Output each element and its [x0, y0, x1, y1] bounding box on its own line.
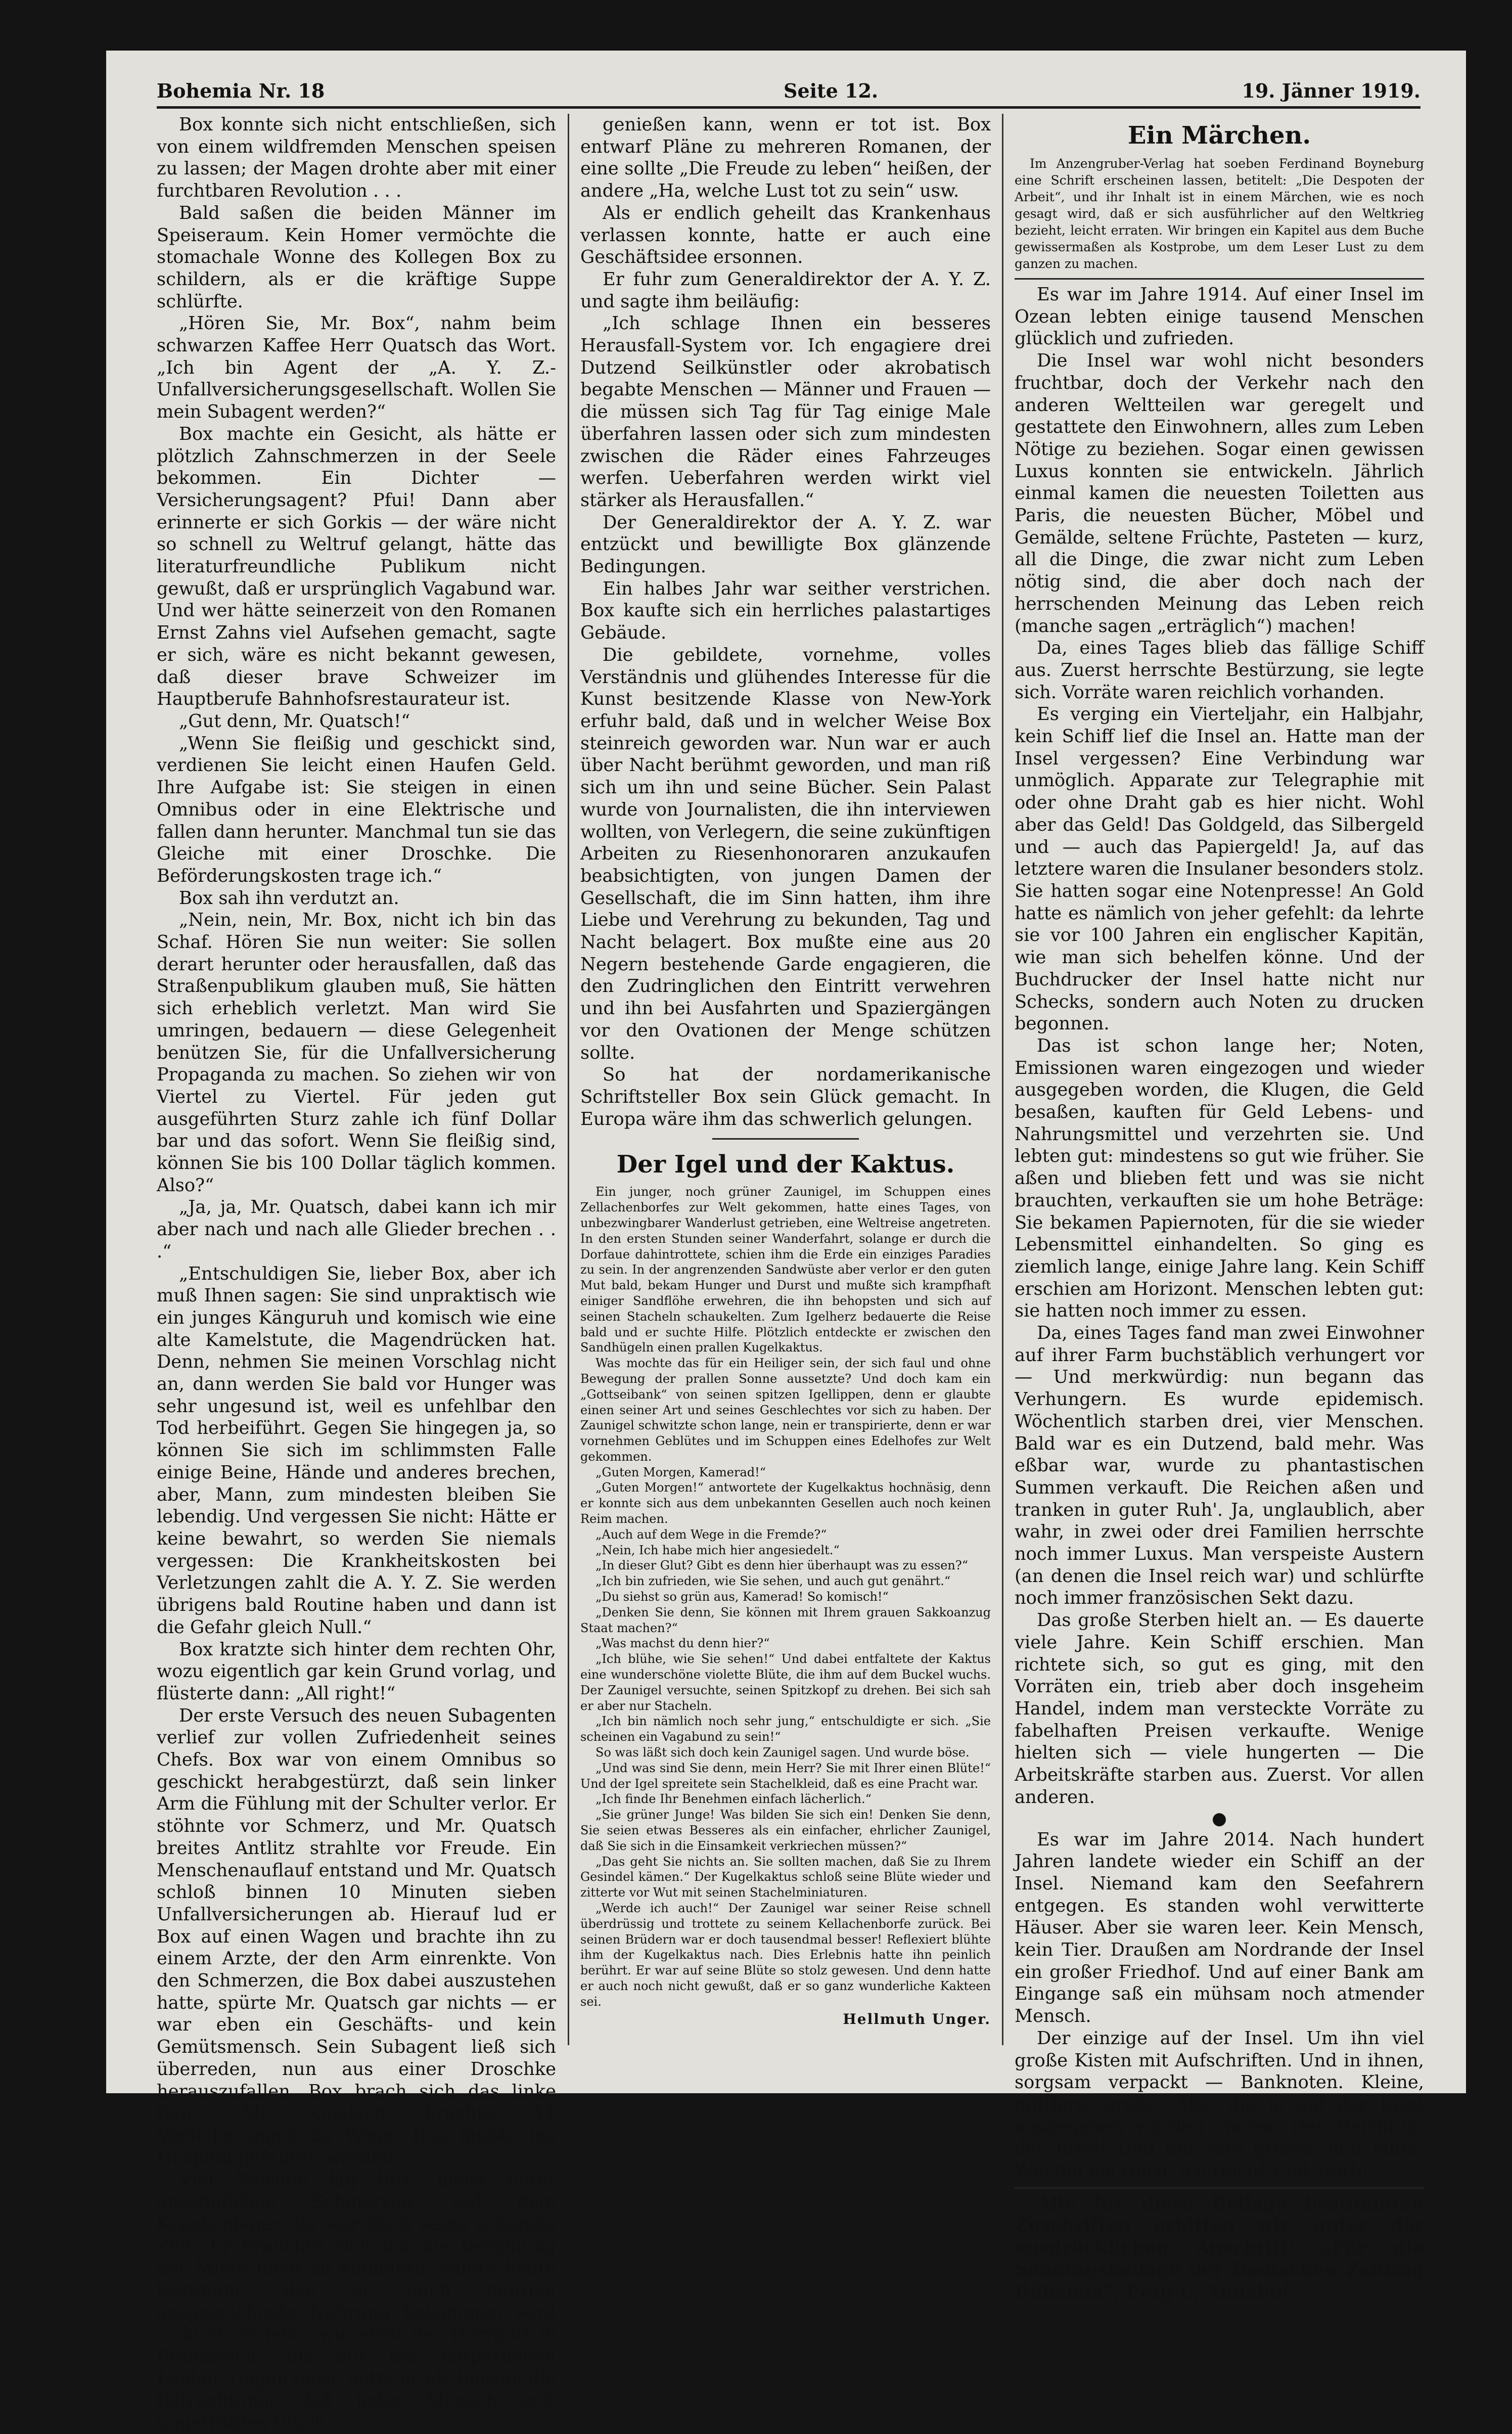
paragraph: „In dieser Glut? Gibt es denn hier überhaupt was zu essen?“: [595, 1558, 969, 1573]
column-3: [1015, 114, 1424, 2303]
author-signature: Hellmuth Unger.: [843, 2010, 991, 2027]
paragraph: „Wenn Sie fleißig und geschickt sind, verdienen Sie leicht einen Haufen Geld. Ihre Aufgabe ist: Sie steigen in einen Omnibus oder in eine Elektrische und fallen dann herunter. Manchmal tun sie das Gleiche mit einer Droschke. Die Beförderungskosten trage ich.“: [157, 733, 556, 886]
paragraph: genießen kann, wenn er tot ist. Box entwarf Pläne zu mehreren Romanen, der eine sollte „Die Freude zu leben“ heißen, der andere „Ha, welche Lust tot zu sein“ usw.: [580, 114, 991, 202]
paragraph: „Auch auf dem Wege in die Fremde?“: [595, 1527, 827, 1542]
paragraph: „Ich bin nämlich noch sehr jung,“ entschuldigte er sich. „Sie scheinen ein Vagabund zu sein!“: [580, 1714, 991, 1744]
paragraph: Bald saßen die beiden Männer im Speiseraum. Kein Homer vermöchte die stomachale Wonne des Kollegen Box zu schildern, als er die kräftige Suppe schlürfte.: [157, 202, 556, 312]
paragraph: „Nein, nein, Mr. Box, nicht ich bin das Schaf. Hören Sie nun weiter: Sie sollen derart herunter oder herausfallen, daß das Straßenpublikum glauben muß, Sie hätten sich erheblich verletzt. Man wird Sie umringen, bedauern — diese Gelegenheit benützen Sie, für die Unfallversicherung Propaganda zu machen. So ziehen wir von Viertel zu Viertel. Für jeden gut ausgeführten Sturz zahle ich fünf Dollar bar und das sofort. Wenn Sie fleißig sind, können Sie bis 100 Dollar täglich kommen. Also?“: [157, 910, 556, 1196]
paragraph: Das große Sterben hielt an. — Es dauerte viele Jahre. Kein Schiff erschien. Man richtete sich, so gut es ging, mit den Vorräten ein, trieb aber doch insgeheim Handel, indem man versteckte Vorräte zu fabelhaften Preisen verkaufte. Wenige hielten sich — viele hungerten — Die Arbeitskräfte starben aus. Zuerst. Vor allen anderen.: [1015, 1610, 1424, 1808]
intro-paragraph: Im Anzengruber-Verlag hat soeben Ferdinand Boyneburg eine Schrift erscheinen lassen, betitelt: „Die Despoten der Arbeit“, und ihr Inhalt ist in einem Märchen, wie es noch gesagt wird, daß er sich ausführlicher auf den Weltkrieg bezieht, leicht erraten. Wir bringen ein Kapitel aus dem Buche gewissermaßen als Kostprobe, um dem Leser Lust zu dem ganzen zu machen.: [1015, 156, 1424, 271]
page-number: Seite 12.: [784, 79, 879, 102]
paragraph: „Du siehst so grün aus, Kamerad! So komisch!“: [595, 1590, 889, 1604]
page-header: [157, 71, 1421, 109]
paragraph: „Das geht Sie nichts an. Sie sollten machen, daß Sie zu Ihrem Gesindel kämen.“ Der Kugelkaktus schloß seine Blüte wieder und zitterte vor Wut mit seinen Stachelminiaturen.: [580, 1854, 991, 1900]
paragraph: „Denken Sie denn, Sie können mit Ihrem grauen Sakkoanzug Staat machen?“: [580, 1605, 991, 1635]
editorial-notice: [1015, 2193, 1424, 2304]
paragraph: Box kratzte sich hinter dem rechten Ohr, wozu eigentlich gar kein Grund vorlag, und flüsterte dann: „All right!“: [157, 1639, 556, 1704]
column-rule-right: [1002, 114, 1003, 2045]
paragraph: „Ich blühe, wie Sie sehen!“ Und dabei entfaltete der Kaktus eine wunderschöne violette Blüte, die ihm auf dem Buckel wuchs. Der Zaunigel versuchte, seinen Spitzkopf zu drehen. Bei sich sah er aber nur Stacheln.: [580, 1652, 991, 1713]
paragraph: „Ich finde Ihr Benehmen einfach lächerlich.“: [595, 1792, 872, 1807]
story-body: [580, 1184, 991, 2027]
paragraph: Als er endlich geheilt das Krankenhaus verlassen konnte, hatte er auch eine Geschäftsidee ersonnen.: [580, 202, 991, 268]
notice-text: Alle für diese Beilage bestimmten Zuschriften erbitten wir unter der ausdrücklichen Anschrift: „Für die Sonntagsbeilage der Deutschen Zeitung Bohemia“, Prag I., Annahof.: [1015, 2193, 1424, 2303]
paragraph: Was mochte das für ein Heiliger sein, der sich faul und ohne Bewegung der prallen Sonne aussetzte? Und doch kam ein „Gottseibank“ von seinen spitzen Igellippen, denn er glaubte einen seiner Art und seines Geschlechtes vor sich zu haben. Der Zaunigel schwitzte schon lange, nein er transpirierte, denn er war vornehmen Geblütes und im Schuppen eines Edelhofes zur Welt gekommen.: [580, 1356, 991, 1464]
intro-note: [1015, 155, 1424, 272]
paragraph: Es war im Jahre 1914. Auf einer Insel im Ozean lebten einige tausend Menschen glücklich und zufrieden.: [1015, 284, 1424, 349]
paragraph: Die Insel war wohl nicht besonders fruchtbar, doch der Verkehr nach den anderen Weltteilen war geregelt und gestattete den Einwohnern, alles zum Leben Nötige zu beziehen. Sogar einen gewissen Luxus konnten sie entwickeln. Jährlich einmal kamen die neuesten Toiletten aus Paris, die neuesten Bücher, Möbel und Gemälde, seltene Früchte, Pasteten — kurz, all die Dinge, die zwar nicht zum Leben nötig sind, die aber doch nach der herrschenden Meinung das Leben reich (manche sagen „erträglich“) machen!: [1015, 350, 1424, 637]
paragraph: Der einzige auf der Insel. Um ihn viel große Kisten mit Aufschriften. Und in ihnen, sorgsam verpackt — Banknoten. Kleine, mittlere, große. Alle, die je auf der Insel ausgegeben worden waren. Der Reichtum der Insel! Und der Alte grinste und lallte: Wie bin ich reich, ich reich! Und starb!: [1015, 2027, 1424, 2182]
issue-number: Bohemia Nr. 18: [157, 79, 325, 102]
paragraph: „Hören Sie, Mr. Box“, nahm beim schwarzen Kaffee Herr Quatsch das Wort. „Ich bin Agent der „A. Y. Z.-Unfallversicherungsgesellschaft. Wollen Sie mein Subagent werden?“: [157, 313, 556, 423]
paragraph: „Ich schlage Ihnen ein besseres Herausfall-System vor. Ich engagiere drei Dutzend Seilkünstler oder akrobatisch begabte Menschen — Männer und Frauen — die müssen sich Tag für Tag einige Male überfahren lassen oder sich zum mindesten zwischen die Räder eines Fahrzeuges werfen. Ueberfahren werden wirkt viel stärker als Herausfallen.“: [580, 313, 991, 511]
notice-divider: [1015, 2187, 1424, 2189]
paragraph: „Gut denn, Mr. Quatsch!“: [179, 710, 410, 732]
paragraph: So hat der nordamerikanische Schriftsteller Box sein Glück gemacht. In Europa wäre ihm das schwerlich gelungen.: [580, 1064, 991, 1130]
column-rule-left: [568, 114, 569, 2045]
paragraph: „Was machst du denn hier?“: [595, 1636, 770, 1651]
paragraph: Box machte ein Gesicht, als hätte er plötzlich Zahnschmerzen in der Seele bekommen. Ein Dichter — Versicherungsagent? Pfui! Dann aber erinnerte er sich Gorkis — der wäre nicht so schnell zu Weltruf gelangt, hätte das literaturfreundliche Publikum nicht gewußt, daß er ursprünglich Vagabund war. Und wer hätte seinerzeit von den Romanen Ernst Zahns viel Aufsehen gemacht, sagte er sich, wäre es nicht bekannt gewesen, daß dieser brave Schweizer im Hauptberufe Bahnhofsrestaurateur ist.: [157, 423, 556, 710]
paragraph: Da, eines Tages fand man zwei Einwohner auf ihrer Farm buchstäblich verhungert vor — Und merkwürdig: nun begann das Verhungern. Es wurde epidemisch. Wöchentlich starben drei, vier Menschen. Bald war es ein Dutzend, bald mehr. Was eßbar war, wurde zu phantastischen Summen verkauft. Die Reichen aßen und tranken in guter Ruh'. Ja, unglaublich, aber wahr, in zwei oder drei Familien herrschte noch immer Luxus. Man verspeiste Austern (an denen die Insel reich war) und schlürfte noch immer französischen Sekt dazu.: [1015, 1323, 1424, 1609]
issue-date: 19. Jänner 1919.: [1242, 79, 1421, 102]
section-divider: [712, 1138, 859, 1140]
paragraph: „Entschuldigen Sie, lieber Box, aber ich muß Ihnen sagen: Sie sind unpraktisch wie ein junges Känguruh und komisch wie eine alte Kamelstute, die Magendrücken hat. Denn, nehmen Sie meinen Vorschlag nicht an, dann werden Sie bald vor Hunger was sehr ungesund ist, weil es unfehlbar den Tod herbeiführt. Gegen Sie hingegen ja, so können Sie sich im schlimmsten Falle einige Beine, Hände und anderes brechen, aber, Mann, zum mindesten bleiben Sie lebendig. Und vergessen Sie nicht: Hätte er keine bewahrt, so werden Sie niemals vergessen: Die Krankheitskosten bei Verletzungen zahlt die A. Y. Z. Sie werden übrigens bald Routine haben und dann ist die Gefahr gleich Null.“: [157, 1263, 556, 1638]
paragraph: Die gebildete, vornehme, volles Verständnis und glühendes Interesse für die Kunst besitzende Klasse von New-York erfuhr bald, daß und in welcher Weise Box steinreich geworden war. Nun war er auch über Nacht berühmt geworden, und man riß sich um ihn und seine Bücher. Sein Palast wurde von Journalisten, die ihn interviewen wollten, von Verlegern, die seine zukünftigen Arbeiten zu Riesenhonoraren anzukaufen beabsichtigten, von jungen Damen der Gesellschaft, die im Sinn hatten, ihm ihre Liebe und Verehrung zu bekunden, Tag und Nacht belagert. Box mußte eine aus 20 Negern bestehende Garde engagieren, die den Zudringlichen den Eintritt verwehren und ihn bei Ausfahrten und Spaziergängen vor den Ovationen der Menge schützen sollte.: [580, 644, 991, 1063]
paragraph: Box konnte sich nicht entschließen, sich von einem wildfremden Menschen speisen zu lassen; der Magen drohte aber mit einer furchtbaren Revolution . . .: [157, 114, 556, 202]
paragraph: Das ist schon lange her; Noten, Emissionen waren eingezogen und wieder ausgegeben worden, die Klugen, die Geld besaßen, kauften für Geld Lebens- und Nahrungsmittel und verzehrten sie. Und lebten gut: mindestens so gut wie früher. Sie aßen und blieben fett und was sie nicht brauchten, verkauften sie um hohe Beträge: Sie bekamen Papiernoten, für die sie wieder Lebensmittel einhandelten. So ging es ziemlich lange, einige Jahre lang. Kein Schiff erschien am Horizont. Menschen lebten gut: sie hatten noch immer zu essen.: [1015, 1035, 1424, 1322]
paragraph: Es war im Jahre 2014. Nach hundert Jahren landete wieder ein Schiff an der Insel. Niemand kam den Seefahrern entgegen. Es standen wohl verwitterte Häuser. Aber sie waren leer. Kein Mensch, kein Tier. Draußen am Nordrande der Insel ein großer Friedhof. Und auf einer Bank am Eingange saß ein mühsam noch atmender Mensch.: [1015, 1829, 1424, 2027]
intro-divider: [1015, 278, 1424, 280]
paragraph: „Ich bin zufrieden, wie Sie sehen, und auch gut genährt.“: [595, 1574, 951, 1589]
paragraph: „Und was sind Sie denn, mein Herr? Sie mit Ihrer einen Blüte!“ Und der Igel spreitete sein Stachelkleid, daß es eine Pracht war.: [580, 1761, 991, 1791]
separator-dot: ●: [1212, 1808, 1227, 1829]
column-2: [580, 114, 991, 2027]
paragraph: „Guten Morgen!“ antwortete der Kugelkaktus hochnäsig, denn er konnte sich aus dem unbekannten Gesellen auch noch keinen Reim machen.: [580, 1480, 991, 1526]
paragraph: Es verging ein Vierteljahr, ein Halbjahr, kein Schiff lief die Insel an. Hatte man der Insel vergessen? Eine Verbindung war unmöglich. Apparate zur Telegraphie mit oder ohne Draht gab es hier nicht. Wohl aber das Geld! Das Goldgeld, das Silbergeld und — auch das Papiergeld! Ja, auf das letztere waren die Insulaner besonders stolz. Sie hatten sogar eine Notenpresse! An Gold hatte es nämlich von jeher gefehlt: da lehrte sie vor 100 Jahren ein englischer Kapitän, wie man sich behelfen könne. Und der Buchdrucker der Insel hatte nicht nur Schecks, sondern auch Noten zu drucken begonnen.: [1015, 704, 1424, 1034]
paragraph: Er fuhr zum Generaldirektor der A. Y. Z. und sagte ihm beiläufig:: [580, 268, 991, 312]
paragraph: Der erste Versuch des neuen Subagenten verlief zur vollen Zufriedenheit seines Chefs. Box war von einem Omnibus so geschickt herabgestürzt, daß sein linker Arm die Fühlung mit der Schulter verlor. Er stöhnte vor Schmerz, und Mr. Quatsch breites Antlitz strahlte vor Freude. Ein Menschenauflauf entstand und Mr. Quatsch schloß binnen 10 Minuten sieben Unfallversicherungen ab. Hierauf lud er Box auf einen Wagen und brachte ihn zu einem Arzte, der den Arm einrenkte. Von den Schmerzen, die Box dabei auszustehen hatte, spürte Mr. Quatsch gar nichts — er war eben ein Geschäfts- und kein Gemütsmensch. Sein Subagent ließ sich überreden, nun aus einer Droschke herauszufallen. Box brach sich das linke Bein. Mr. Quatsch brachte 11 Versicherungen zu Wege. Box mußte ins Hospital gefahren werden.: [157, 1705, 556, 2168]
paragraph: Ein halbes Jahr war seither verstrichen. Box kaufte sich ein herrliches palastartiges Gebäude.: [580, 578, 991, 644]
paragraph: „Guten Morgen, Kamerad!“: [595, 1465, 766, 1479]
paragraph: So was läßt sich doch kein Zaunigel sagen. Und wurde böse.: [595, 1745, 970, 1760]
section-headline: Ein Märchen.: [1127, 121, 1311, 150]
paragraph: „Ja, ja, Mr. Quatsch, dabei kann ich mir aber nach und nach alle Glieder brechen . . .“: [157, 1197, 556, 1262]
paragraph: Vier Wochen lag Box, meist unter ansehnlichen Schmerzen, auf dem Krankenlager. Es war doch seine schönste Zeit. Er brauchte sich um die Bezahlung der Miete nicht zu kümmern, wußte heute bestimmt, daß er auch morgen ausgezeichnete Nahrung bekommen wird — kurz, er lebte wie einst der Herrgott in Frankreich, bis auf die körperlichen Leiden. Gegen diese hatte er als Balsam die Betrachtung, daß jeder Mensch erst ungetrübtes Glück: [157, 2169, 556, 2433]
paragraph: Ein junger, noch grüner Zaunigel, im Schuppen eines Zellachenborfes zur Welt gekommen, hatte eines Tages, von unbezwingbarer Wanderlust getrieben, eine Weltreise angetreten. In den ersten Stunden seiner Wanderfahrt, solange er durch die Dorfaue dahintrottete, schien ihm die Erde ein einziges Paradies zu sein. In der angrenzenden Sandwüste aber verlor er den guten Mut bald, bekam Hunger und Durst und mußte sich krampfhaft einiger Sandflöhe erwehren, die ihn behopsten und sich auf seinen Stacheln schaukelten. Zum Igelherz bedauerte die Reise bald und er suchte Hilfe. Plötzlich entdeckte er zwischen den Sandhügeln einen prallen Kugelkaktus.: [580, 1185, 991, 1355]
paragraph: Der Generaldirektor der A. Y. Z. war entzückt und bewilligte Box glänzende Bedingungen.: [580, 512, 991, 577]
paragraph: „Nein, Ich habe mich hier angesiedelt.“: [595, 1543, 840, 1557]
story-headline: Der Igel und der Kaktus.: [616, 1150, 955, 1179]
paragraph: „Werde ich auch!“ Der Zaunigel war seiner Reise schnell überdrüssig und trottete zu seinem Kellachenborfe zurück. Bei seinen Brüdern war er doch tausendmal besser! Reflexiert blühte ihm der Kugelkaktus nach. Dies Erlebnis hatte ihn peinlich berührt. Er war auf seine Blüte so stolz gewesen. Und denn hatte er auch noch nicht gewußt, daß er so ganz wunderliche Kakteen sei.: [580, 1901, 991, 2009]
paragraph: Box sah ihn verdutzt an.: [179, 887, 399, 909]
paragraph: Da, eines Tages blieb das fällige Schiff aus. Zuerst herrschte Bestürzung, sie legte sich. Vorräte waren reichlich vorhanden.: [1015, 638, 1424, 703]
paragraph: „Sie grüner Junge! Was bilden Sie sich ein! Denken Sie denn, Sie seien etwas Besseres als ein einfacher, ehrlicher Zaunigel, daß Sie sich in die Einsamkeit verkriechen müssen?“: [580, 1808, 991, 1853]
column-1: [157, 114, 556, 2433]
newspaper-page: [106, 51, 1466, 2433]
